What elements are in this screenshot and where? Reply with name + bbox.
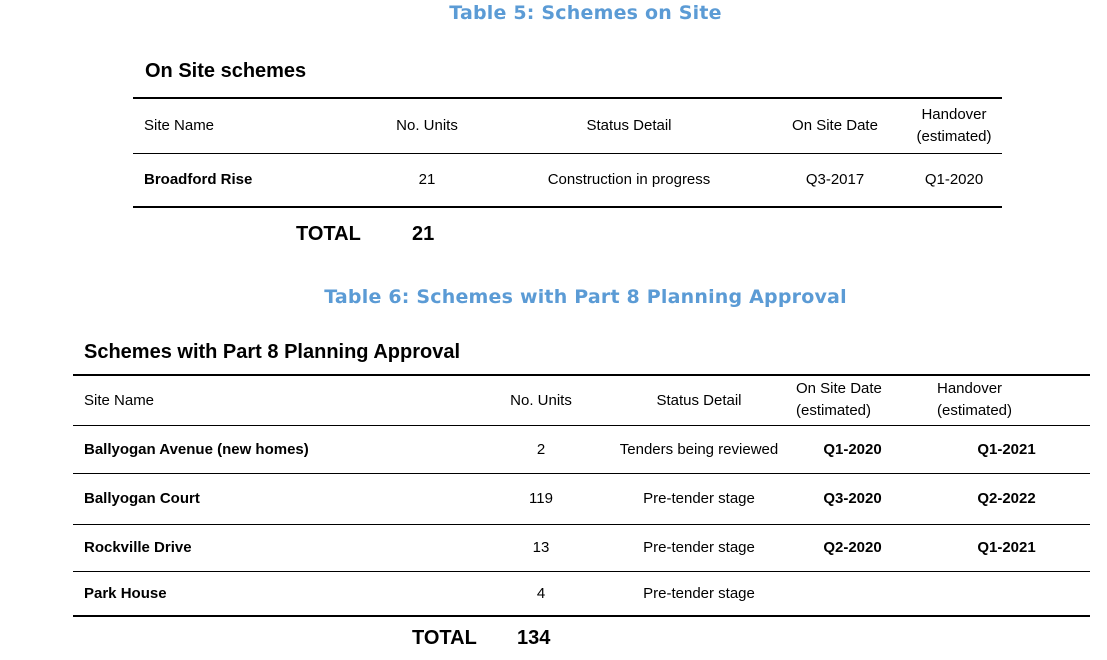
table-6-caption: Table 6: Schemes with Part 8 Planning Approval <box>324 286 847 308</box>
cell-status-detail: Construction in progress <box>547 171 711 189</box>
cell-status-detail: Pre-tender stage <box>643 584 755 602</box>
part-8-schemes-heading: Schemes with Part 8 Planning Approval <box>84 341 461 363</box>
cell-on-site-date: Q2-2020 <box>823 539 882 556</box>
header-handover-line1: Handover <box>921 105 987 123</box>
cell-handover: Q1-2021 <box>977 539 1036 556</box>
cell-site-name: Broadford Rise <box>144 171 253 189</box>
cell-handover: Q1-2021 <box>977 440 1036 458</box>
cell-site-name: Park House <box>84 584 167 602</box>
cell-no-units: 2 <box>536 440 546 458</box>
table-5-caption: Table 5: Schemes on Site <box>449 2 722 24</box>
table-5-total-label: TOTAL <box>296 223 361 245</box>
table-row <box>73 524 1090 571</box>
header-handover <box>923 375 1090 425</box>
cell-no-units: 119 <box>529 490 553 507</box>
cell-no-units: 13 <box>532 539 550 556</box>
table-row <box>133 153 1002 207</box>
header-on-site-date-line2: (estimated) <box>796 402 872 420</box>
on-site-schemes-heading: On Site schemes <box>145 60 307 82</box>
table-5-total-value: 21 <box>412 223 435 245</box>
table-row <box>73 425 1090 473</box>
cell-handover: Q2-2022 <box>977 490 1036 507</box>
table-6-total-value: 134 <box>517 627 551 649</box>
table-row <box>73 571 1090 616</box>
cell-status-detail: Pre-tender stage <box>643 490 755 507</box>
header-handover-line2: (estimated) <box>916 127 992 145</box>
cell-on-site-date: Q3-2017 <box>805 171 865 189</box>
header-handover <box>906 98 1002 153</box>
header-on-site-date <box>782 375 923 425</box>
header-on-site-date-line1: On Site Date <box>796 380 882 398</box>
cell-no-units: 21 <box>418 171 436 189</box>
cell-on-site-date: Q1-2020 <box>823 440 882 458</box>
cell-handover <box>923 571 1090 616</box>
on-site-schemes-table <box>133 97 1002 208</box>
cell-site-name: Ballyogan Avenue (new homes) <box>84 440 309 458</box>
cell-on-site-date: Q3-2020 <box>823 490 882 507</box>
cell-status-detail: Pre-tender stage <box>643 539 755 556</box>
cell-status-detail: Tenders being reviewed <box>619 440 779 458</box>
header-no-units: No. Units <box>510 391 572 409</box>
header-on-site-date: On Site Date <box>792 117 878 135</box>
header-handover-line1: Handover <box>937 380 1003 398</box>
cell-no-units: 4 <box>536 584 546 602</box>
table-6-total-label: TOTAL <box>412 627 477 649</box>
header-no-units: No. Units <box>396 117 458 135</box>
cell-site-name: Rockville Drive <box>84 539 192 556</box>
header-status-detail: Status Detail <box>656 391 742 409</box>
header-site-name: Site Name <box>84 391 155 409</box>
header-site-name: Site Name <box>144 117 215 135</box>
table-row <box>73 473 1090 524</box>
table-header-row <box>73 375 1090 425</box>
part-8-schemes-table <box>73 374 1090 617</box>
cell-handover: Q1-2020 <box>924 171 984 189</box>
cell-on-site-date <box>782 571 923 616</box>
header-handover-line2: (estimated) <box>937 402 1013 420</box>
table-header-row <box>133 98 1002 153</box>
header-status-detail: Status Detail <box>586 117 672 135</box>
cell-site-name: Ballyogan Court <box>84 490 200 507</box>
